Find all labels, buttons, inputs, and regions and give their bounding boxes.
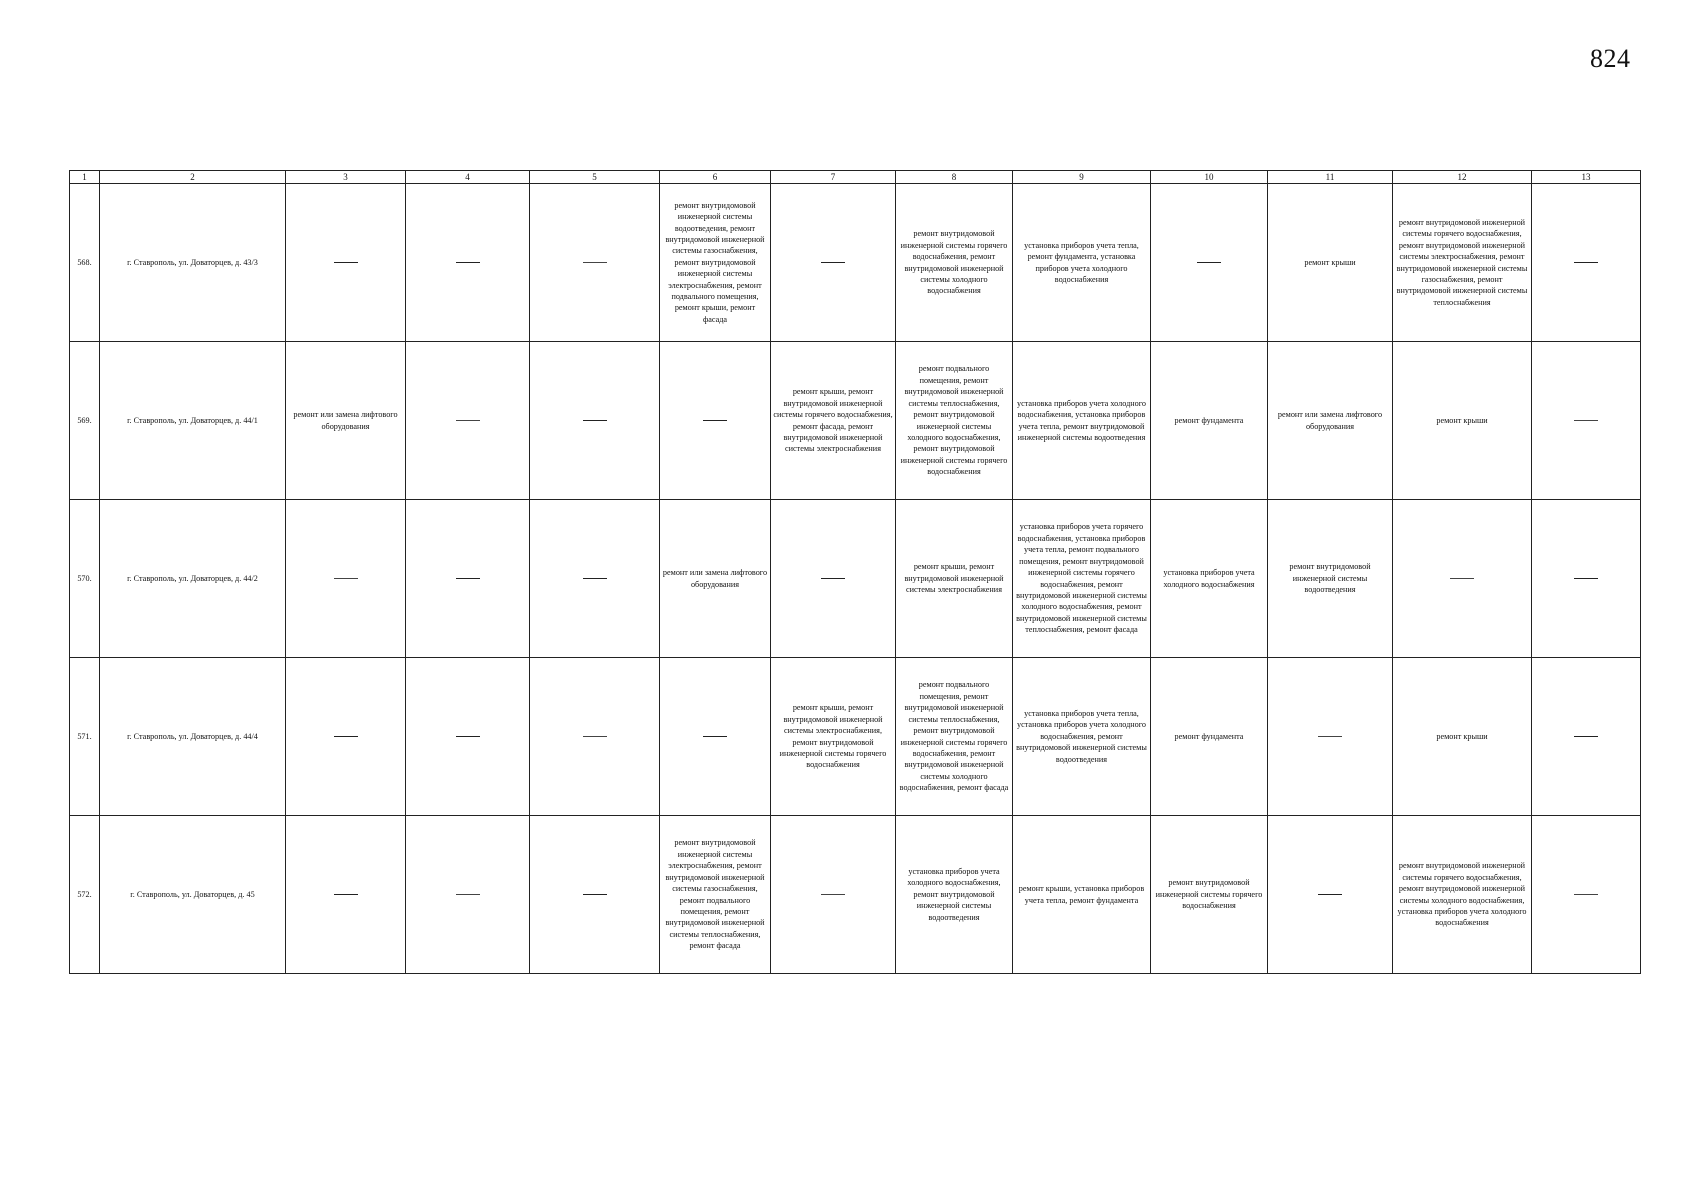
work-cell: установка приборов учета тепла, ремонт фундамента, установка приборов учета холодного водоснабжения	[1013, 184, 1151, 342]
work-cell: ремонт крыши, установка приборов учета тепла, ремонт фундамента	[1013, 816, 1151, 974]
work-cell: ремонт или замена лифтового оборудования	[286, 342, 406, 500]
empty-cell	[530, 342, 660, 500]
work-cell: установка приборов учета горячего водоснабжения, установка приборов учета тепла, ремонт подвального помещения, ремонт внутридомовой инженерной системы горячего водоснабжения, ремонт внутридомовой инженерной системы холодного водоснабжения, ремонт внутридомовой инженерной системы теплоснабжения, ремонт фасада	[1013, 500, 1151, 658]
column-number: 2	[100, 171, 286, 184]
empty-cell	[660, 342, 771, 500]
dash-mark	[1318, 894, 1342, 895]
column-number: 8	[896, 171, 1013, 184]
address-cell: г. Ставрополь, ул. Доваторцев, д. 44/4	[100, 658, 286, 816]
page-number: 824	[1590, 44, 1631, 73]
row-number: 572.	[70, 816, 100, 974]
dash-mark	[583, 578, 607, 579]
work-cell: ремонт внутридомовой инженерной системы электроснабжения, ремонт внутридомовой инженерной системы газоснабжения, ремонт подвального помещения, ремонт внутридомовой инженерной системы теплоснабжения, ремонт фасада	[660, 816, 771, 974]
dash-mark	[583, 736, 607, 737]
dash-mark	[1574, 736, 1598, 737]
column-number-row	[70, 171, 1641, 184]
empty-cell	[406, 184, 530, 342]
dash-mark	[821, 894, 845, 895]
column-number: 4	[406, 171, 530, 184]
row-number: 571.	[70, 658, 100, 816]
table-row	[70, 658, 1641, 816]
column-number: 12	[1393, 171, 1532, 184]
column-number: 1	[70, 171, 100, 184]
work-cell: установка приборов учета тепла, установка приборов учета холодного водоснабжения, ремонт внутридомовой инженерной системы водоотведения	[1013, 658, 1151, 816]
work-cell: ремонт крыши	[1393, 658, 1532, 816]
empty-cell	[660, 658, 771, 816]
empty-cell	[771, 500, 896, 658]
dash-mark	[456, 578, 480, 579]
dash-mark	[1574, 420, 1598, 421]
address-cell: г. Ставрополь, ул. Доваторцев, д. 43/3	[100, 184, 286, 342]
dash-mark	[821, 578, 845, 579]
column-number: 11	[1268, 171, 1393, 184]
column-number: 10	[1151, 171, 1268, 184]
empty-cell	[1268, 658, 1393, 816]
dash-mark	[583, 894, 607, 895]
work-cell: ремонт подвального помещения, ремонт внутридомовой инженерной системы теплоснабжения, ремонт внутридомовой инженерной системы горячего водоснабжения, ремонт внутридомовой инженерной системы холодного водоснабжения, ремонт фасада	[896, 658, 1013, 816]
empty-cell	[1532, 658, 1641, 816]
dash-mark	[1197, 262, 1221, 263]
empty-cell	[1532, 342, 1641, 500]
work-cell: ремонт внутридомовой инженерной системы горячего водоснабжения, ремонт внутридомовой инженерной системы холодного водоснабжения	[896, 184, 1013, 342]
table-row	[70, 816, 1641, 974]
work-cell: ремонт или замена лифтового оборудования	[660, 500, 771, 658]
dash-mark	[583, 420, 607, 421]
empty-cell	[406, 658, 530, 816]
work-cell: ремонт фундамента	[1151, 658, 1268, 816]
dash-mark	[1574, 262, 1598, 263]
column-number: 9	[1013, 171, 1151, 184]
dash-mark	[703, 420, 727, 421]
work-cell: ремонт крыши	[1268, 184, 1393, 342]
work-cell: ремонт крыши, ремонт внутридомовой инженерной системы горячего водоснабжения, ремонт фасада, ремонт внутридомовой инженерной системы электроснабжения	[771, 342, 896, 500]
dash-mark	[456, 262, 480, 263]
empty-cell	[530, 816, 660, 974]
empty-cell	[1393, 500, 1532, 658]
work-cell: ремонт крыши	[1393, 342, 1532, 500]
dash-mark	[334, 736, 358, 737]
table-body	[70, 184, 1641, 974]
capital-repair-table	[69, 170, 1641, 974]
work-cell: установка приборов учета холодного водоснабжения	[1151, 500, 1268, 658]
work-cell: ремонт подвального помещения, ремонт внутридомовой инженерной системы теплоснабжения, ремонт внутридомовой инженерной системы холодного водоснабжения, ремонт внутридомовой инженерной системы горячего водоснабжения	[896, 342, 1013, 500]
dash-mark	[456, 894, 480, 895]
row-number: 570.	[70, 500, 100, 658]
row-number: 568.	[70, 184, 100, 342]
work-cell: установка приборов учета холодного водоснабжения, установка приборов учета тепла, ремонт внутридомовой инженерной системы водоотведения	[1013, 342, 1151, 500]
empty-cell	[1532, 184, 1641, 342]
empty-cell	[1532, 500, 1641, 658]
empty-cell	[530, 184, 660, 342]
table-row	[70, 342, 1641, 500]
empty-cell	[406, 342, 530, 500]
dash-mark	[456, 736, 480, 737]
work-cell: ремонт крыши, ремонт внутридомовой инженерной системы электроснабжения, ремонт внутридомовой инженерной системы горячего водоснабжения	[771, 658, 896, 816]
column-number: 6	[660, 171, 771, 184]
dash-mark	[334, 578, 358, 579]
work-cell: ремонт внутридомовой инженерной системы горячего водоснабжения, ремонт внутридомовой инженерной системы электроснабжения, ремонт внутридомовой инженерной системы газоснабжения, ремонт внутридомовой инженерной системы теплоснабжения	[1393, 184, 1532, 342]
dash-mark	[1574, 578, 1598, 579]
dash-mark	[1318, 736, 1342, 737]
address-cell: г. Ставрополь, ул. Доваторцев, д. 45	[100, 816, 286, 974]
column-number: 13	[1532, 171, 1641, 184]
work-cell: ремонт внутридомовой инженерной системы горячего водоснабжения	[1151, 816, 1268, 974]
empty-cell	[406, 816, 530, 974]
work-cell: ремонт или замена лифтового оборудования	[1268, 342, 1393, 500]
work-cell: ремонт внутридомовой инженерной системы горячего водоснабжения, ремонт внутридомовой инженерной системы холодного водоснабжения, установка приборов учета холодного водоснабжения	[1393, 816, 1532, 974]
dash-mark	[821, 262, 845, 263]
empty-cell	[1268, 816, 1393, 974]
work-cell: ремонт внутридомовой инженерной системы водоотведения, ремонт внутридомовой инженерной системы газоснабжения, ремонт внутридомовой инженерной системы электроснабжения, ремонт подвального помещения, ремонт крыши, ремонт фасада	[660, 184, 771, 342]
empty-cell	[286, 658, 406, 816]
empty-cell	[771, 184, 896, 342]
empty-cell	[771, 816, 896, 974]
empty-cell	[530, 658, 660, 816]
table-row	[70, 500, 1641, 658]
column-number: 5	[530, 171, 660, 184]
dash-mark	[1450, 578, 1474, 579]
dash-mark	[703, 736, 727, 737]
empty-cell	[286, 184, 406, 342]
dash-mark	[583, 262, 607, 263]
empty-cell	[286, 816, 406, 974]
work-cell: установка приборов учета холодного водоснабжения, ремонт внутридомовой инженерной системы водоотведения	[896, 816, 1013, 974]
empty-cell	[1151, 184, 1268, 342]
dash-mark	[456, 420, 480, 421]
column-number: 3	[286, 171, 406, 184]
work-cell: ремонт внутридомовой инженерной системы водоотведения	[1268, 500, 1393, 658]
dash-mark	[1574, 894, 1598, 895]
dash-mark	[334, 262, 358, 263]
empty-cell	[406, 500, 530, 658]
address-cell: г. Ставрополь, ул. Доваторцев, д. 44/2	[100, 500, 286, 658]
work-cell: ремонт крыши, ремонт внутридомовой инженерной системы электроснабжения	[896, 500, 1013, 658]
empty-cell	[1532, 816, 1641, 974]
column-number: 7	[771, 171, 896, 184]
address-cell: г. Ставрополь, ул. Доваторцев, д. 44/1	[100, 342, 286, 500]
empty-cell	[530, 500, 660, 658]
work-cell: ремонт фундамента	[1151, 342, 1268, 500]
empty-cell	[286, 500, 406, 658]
dash-mark	[334, 894, 358, 895]
table-row	[70, 184, 1641, 342]
row-number: 569.	[70, 342, 100, 500]
